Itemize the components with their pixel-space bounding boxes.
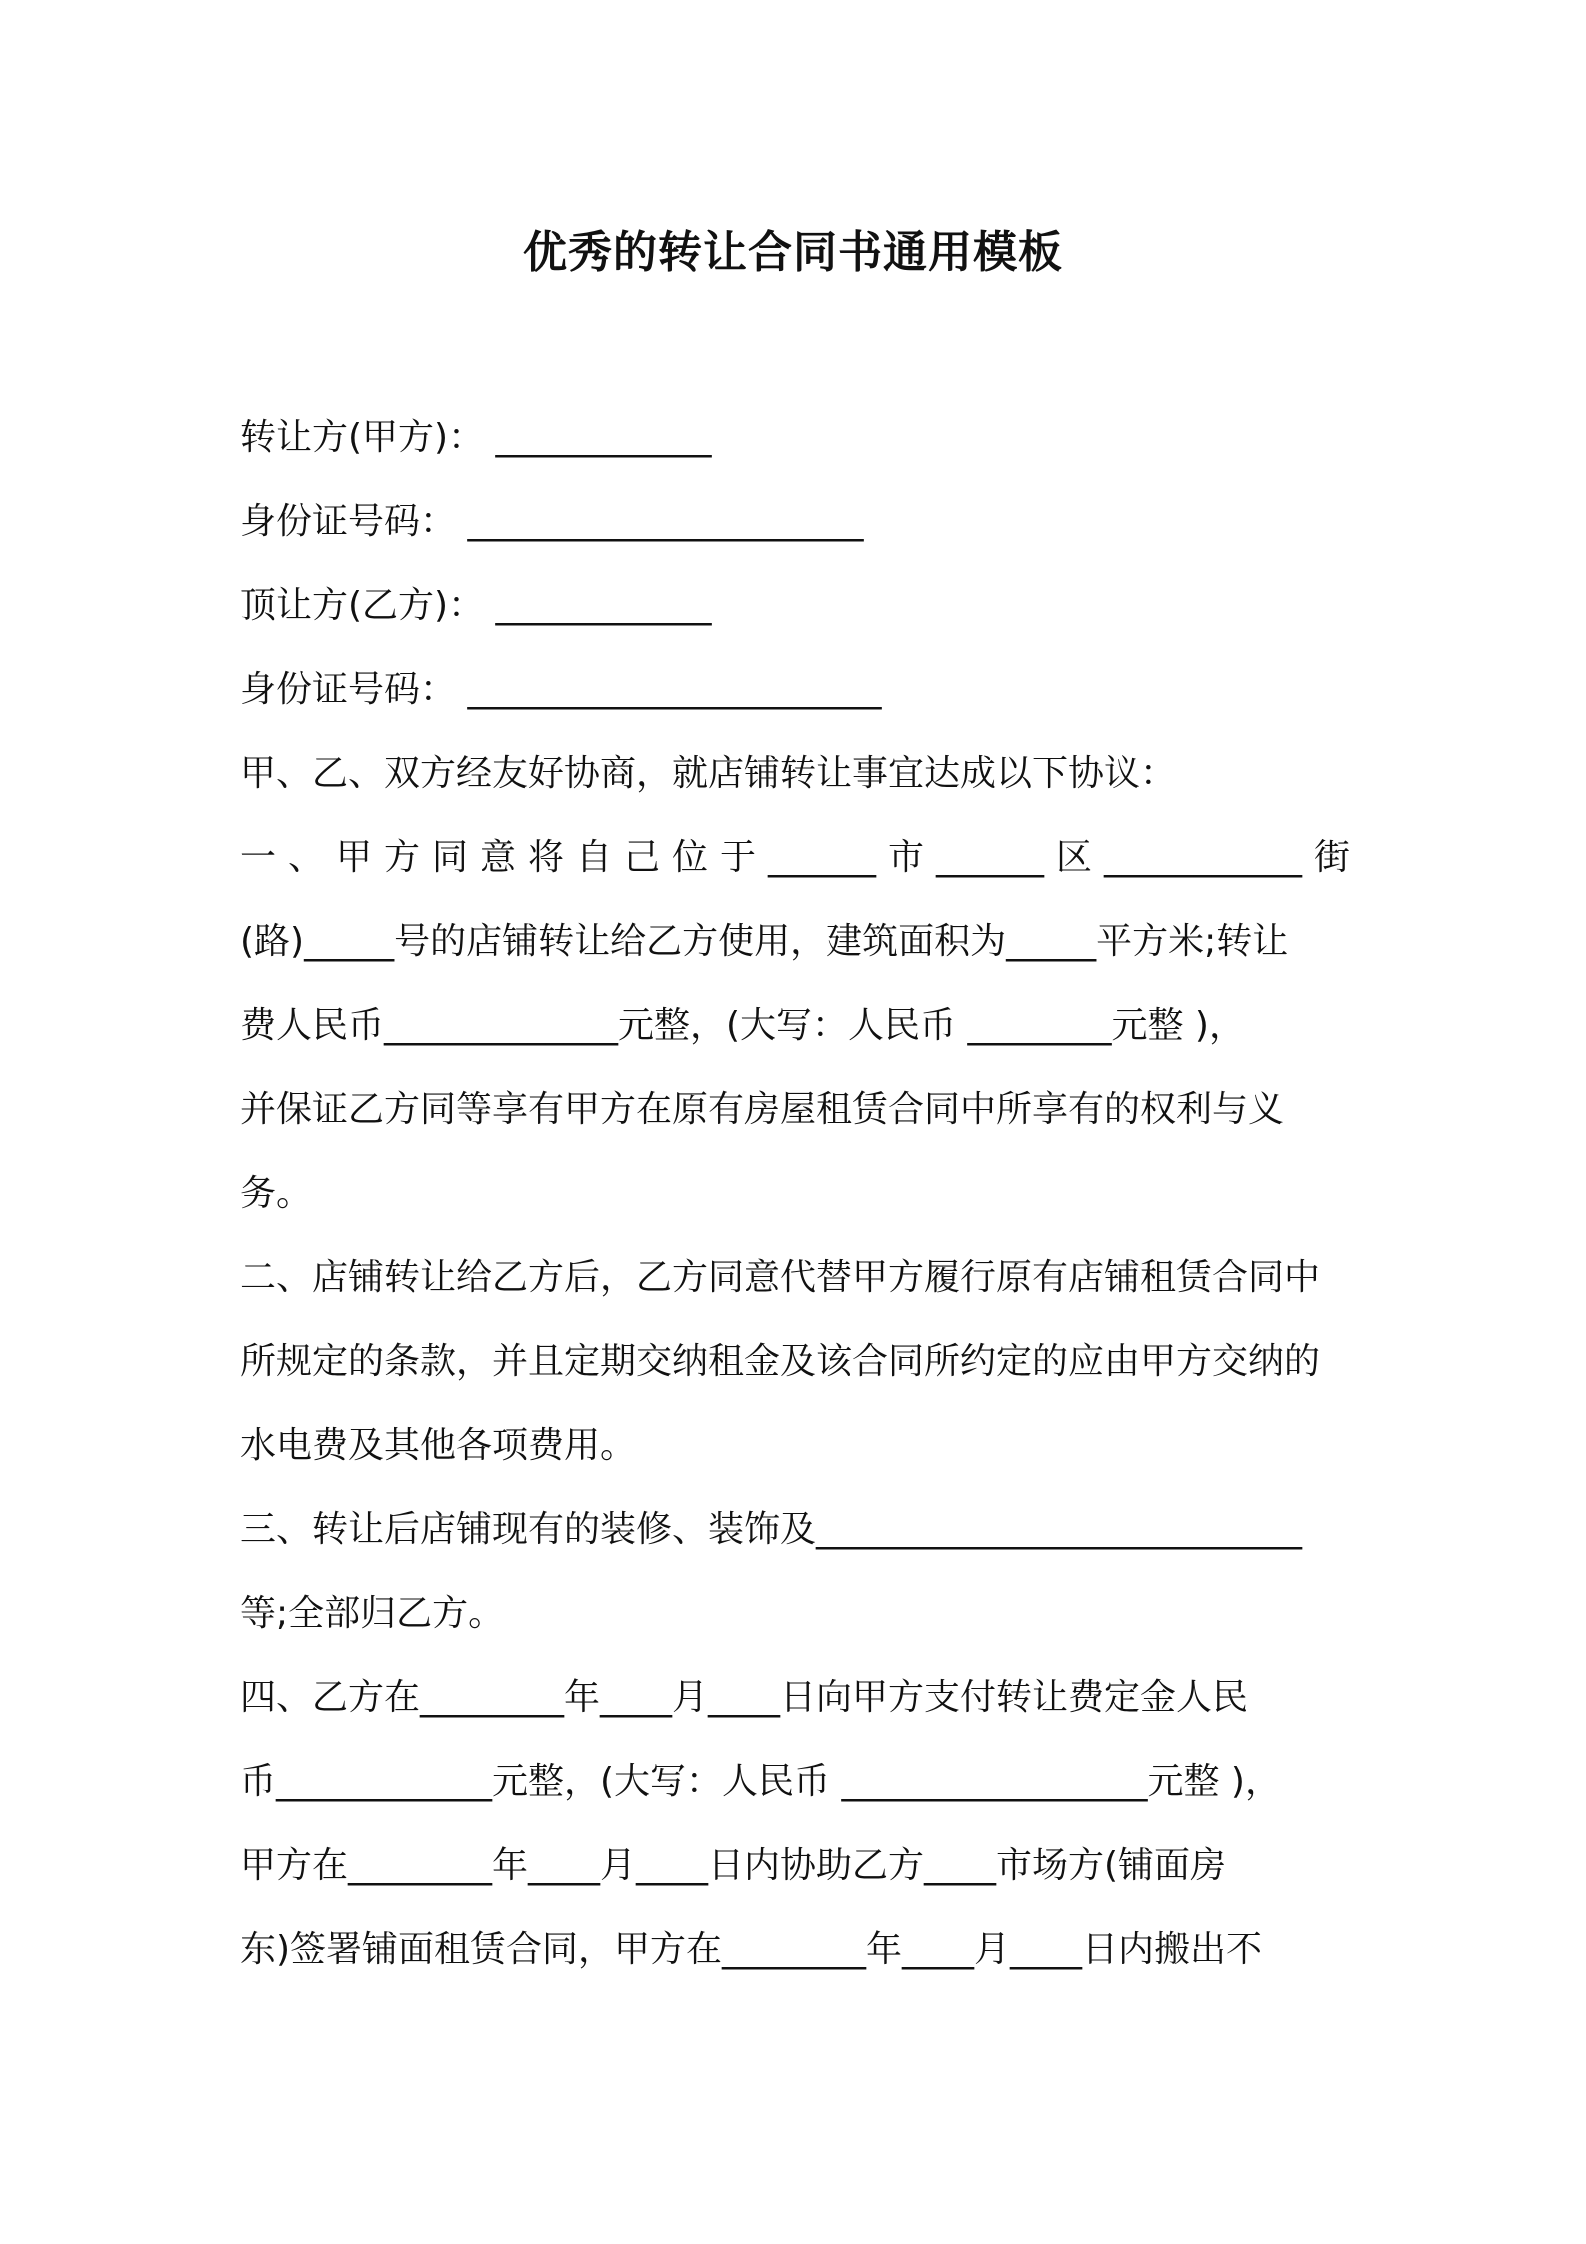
clause-2-line-2: 所规定的条款，并且定期交纳租金及该合同所约定的应由甲方交纳的 xyxy=(240,1341,1321,1382)
clause-3-line-2: 等;全部归乙方。 xyxy=(240,1593,505,1634)
clause-1-part: 意 xyxy=(480,837,517,878)
clause-1-line-2: (路)_____号的店铺转让给乙方使用，建筑面积为_____平方米;转让 xyxy=(240,921,1289,962)
clause-1-part: 自 xyxy=(576,837,613,878)
clause-1-line-1 xyxy=(240,832,1350,884)
clause-1-part: 于 xyxy=(720,837,757,878)
transferee-line: 顶让方(乙方)： ____________ xyxy=(240,585,712,626)
document-title: 优秀的转让合同书通用模板 xyxy=(523,227,1063,278)
clause-1-part: 方 xyxy=(384,837,421,878)
clause-2-line-3: 水电费及其他各项费用。 xyxy=(240,1425,637,1466)
clause-1-part: 一 xyxy=(240,837,277,878)
clause-3-line-1: 三、转让后店铺现有的装修、装饰及___________________________ xyxy=(240,1509,1303,1550)
clause-1-part: ______ xyxy=(768,837,876,878)
transferor-line: 转让方(甲方)： ____________ xyxy=(240,417,712,458)
clause-4-line-4: 东)签署铺面租赁合同，甲方在________年____月____日内搬出不 xyxy=(240,1929,1263,1970)
clause-1-part: 街 xyxy=(1313,837,1350,878)
clause-1-part: 甲 xyxy=(336,837,373,878)
clause-1-line-4: 并保证乙方同等享有甲方在原有房屋租赁合同中所享有的权利与义 xyxy=(240,1089,1285,1130)
clause-1-part: 将 xyxy=(528,837,565,878)
transferor-id-line: 身份证号码： ______________________ xyxy=(240,501,864,542)
clause-1-part: 位 xyxy=(672,837,709,878)
clause-1-part: 同 xyxy=(432,837,469,878)
clause-1-line-3: 费人民币_____________元整，(大写：人民币 ________元整 )， xyxy=(240,1005,1245,1046)
intro-line: 甲、乙、双方经友好协商，就店铺转让事宜达成以下协议： xyxy=(240,753,1177,794)
clause-4-line-3: 甲方在________年____月____日内协助乙方____市场方(铺面房 xyxy=(240,1845,1227,1886)
transferee-id-line: 身份证号码： _______________________ xyxy=(240,669,882,710)
clause-1-part: 、 xyxy=(288,837,325,878)
clause-1-line-5: 务。 xyxy=(240,1173,313,1214)
clause-2-line-1: 二、店铺转让给乙方后，乙方同意代替甲方履行原有店铺租赁合同中 xyxy=(240,1257,1321,1298)
clause-1-part: 区 xyxy=(1055,837,1092,878)
clause-1-part: 己 xyxy=(624,837,661,878)
clause-1-part: ______ xyxy=(935,837,1044,878)
clause-1-part: ___________ xyxy=(1103,837,1302,878)
clause-1-part: 市 xyxy=(887,837,924,878)
clause-4-line-1: 四、乙方在________年____月____日向甲方支付转让费定金人民 xyxy=(240,1677,1249,1718)
clause-4-line-2: 币____________元整，(大写：人民币 _________________元整 )， xyxy=(240,1761,1281,1802)
